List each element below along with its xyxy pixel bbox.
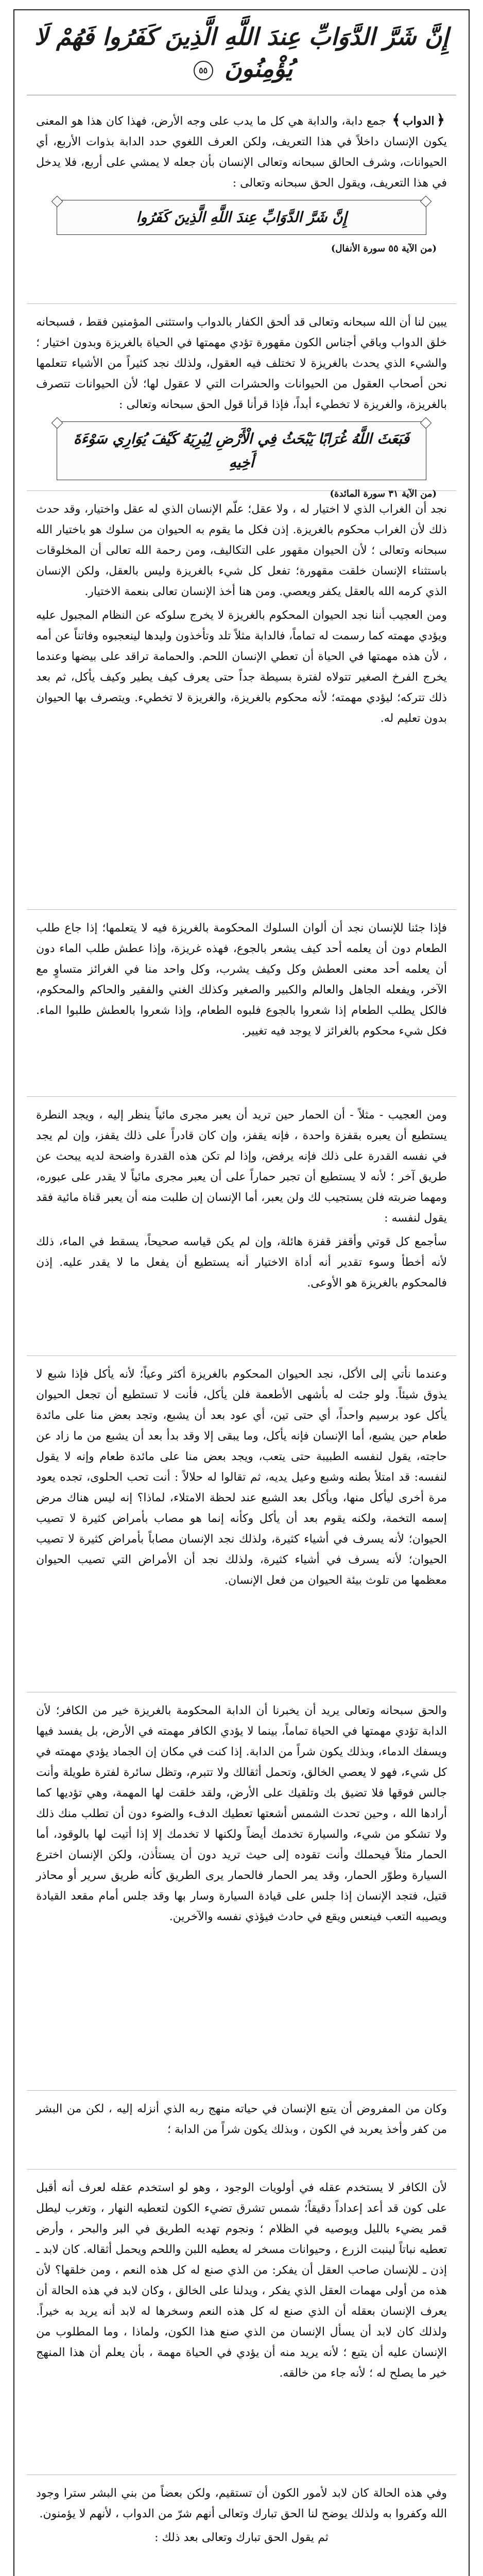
verse-reference: (من الآية ٣١ سورة المائدة) <box>330 488 437 499</box>
page-frame <box>13 9 470 2576</box>
section-kafir-mind <box>27 2170 456 2475</box>
quoted-verse-text: إِنَّ شَرَّ الدَّوَابِّ عِندَ اللَّهِ الَّذِينَ كَفَرُوا <box>136 209 347 226</box>
paragraph <box>36 110 447 194</box>
section-eating <box>27 1356 456 1692</box>
header-verse-banner <box>27 18 456 95</box>
paragraph: يبين لنا أن الله سبحانه وتعالى قد ألحق الكفار بالدواب واستثنى المؤمنين فقط ، فسبحانه خلق الدواب وباقي أجناس الكون مقهورة تؤدي مهمتها في الحياة بالغريزة وبدون اختيار ؛ والشيء الذي يحدث بالغريزة لا تختلف فيه العقول، ولذلك نجد كثيراً من الأشياء تتعلمها نحن أصحاب العقول من الحيوانات والحشرات التي لا عقول لها؛ لأن الحيوانات تتصرف بالغريزة، والغريزة لا تخطيء أبداً، فإذا قرأنا قول الحق سبحانه وتعالى : <box>36 316 447 411</box>
section-donkey <box>27 1097 456 1356</box>
verse-reference: (من الآية ٥٥ سورة الأنفال) <box>331 243 437 254</box>
paragraph: فإذا جئنا للإنسان نجد أن ألوان السلوك المحكومة بالغريزة فيه لا يتعلمها؛ إذا جاع طلب الطعام دون أن يعلمه أحد كيف يشعر بالجوع، فهذه غريزة، وإذا عطش طلب الماء دون أن يعلمه أحد معنى العطش وكل وكيف يشرب، وكل واحد منا في الغرائز متساوٍ مع الآخر، ويفعله الجاهل والعالم والكبير والصغير وكذلك الغني والفقير والحاكم والمحكوم، فالكل يطلب الطعام إذا شعروا بالجوع فلبوه الطعام، وإذا شعروا بالعطش طلبوا الماء. فكل شيء محكوم بالغرائز لا يوجد فيه تغيير. <box>36 922 447 1038</box>
intro-text: جمع دابة، والدابة هي كل ما يدب على وجه الأرض، فهذا كان هذا هو المعنى يكون الإنسان داخلاً في هذا التعريف، ولكن العرف اللغوي حدد الدابة بذوات الأربع، أي الحيوانات، وشرف الحالق سبحانه وتعالى الإنسان بأن جعله لا يمشي على أربع، فلا يدخل في هذا التعريف، ويقول الحق سبحانه وتعالى : <box>36 115 447 190</box>
quoted-verse-anfal <box>57 200 426 235</box>
paragraph: ومن العجيب أننا نجد الحيوان المحكوم بالغريزة لا يخرج سلوكه عن النظام المجبول عليه ويؤدي مهمته كما رسمت له تماماً، فالدابة مثلاً تلد وتأخذون وليدها لينعجبوه وفاتناً عن أمه ، لأن هذه مهمتها في الحياة أن تعطي الإنسان اللحم. والحمامة تراقد على بيضها وعندما يخرج الفرخ الصغير تتولاه لفترة بسيطة جداً حتى يعرف كيف يطير وكيف يأكل، ثم بعد ذلك تتركه؛ ليؤدي مهمته؛ لأنه محكوم بالغريزة، والغريزة لا تخطيء. ويتصرف بها الحيوان بدون تعليم له. <box>36 609 447 725</box>
paragraph: وعندما نأتي إلى الأكل، نجد الحيوان المحكوم بالغريزة أكثر وعياً؛ لأنه يأكل فإذا شبع لا يذوق شيئاً. ولو جئت له بأشهى الأطعمة فلن يأكل، فأنت لا تستطيع أن تجعل الحيوان يأكل عود برسيم واحداً، أي حتى تين، أي عود بعد أن يشبع، وتجد بعض منا على مائدة طعام حين يشبع، أما الإنسان فإنه يأكل، وما يبقى إلا وقد بدأ بعد أن يشبع من ما زاد عن حاجته، يقول لنفسه الطبيبة حتى يتعب، ويجد بعض منا على مائدة طعام وإنه لا يقول لنفسه: قد امتلأ بطنه وشبع وعيل يديه، ثم تقالوا له حلالاً : أنت تحب الحلوى، تجده يعود مرة أخرى ليأكل منها، ويأكل بعد الشبع عند لحظة الامتلاء، لماذا؟ إنه ليس هناك مرض إسمه التخمة، ولكنه يقوم بعد أن يأكل وكأنه إنما هو مصاب بأمراض كثيرة لا تصيب الحيوان؛ لأنه يسرف في أشياء كثيرة، ولذلك نجد الإنسان مصاباً بأمراض كثيرة لا تصيب الحيوان؛ لأنه يسرف في أشياء كثيرة، ولذلك نجد أن الأمراض التي تصيب الحيوان معظمها من تلوث بيئة الحيوان من فعل الإنسان. <box>36 1368 447 1587</box>
paragraph: نجد أن الغراب الذي لا اختيار له ، ولا عقل؛ علّم الإنسان الذي له عقل واختيار، وقد حدث ذلك لأن الغراب محكوم بالغريزة. إذن فكل ما يقوم به الحيوان من سلوك هو باختيار الله سبحانه وتعالى ؛ لأن الحيوان مقهور على التكاليف، ومن رحمة الله تعالى أن المخلوقات باستثناء الإنسان خلقت مقهورة؛ تفعل كل شيء بالغريزة وليس بالعقل، ولكن الإنسان الذي كرمه الله بالعقل يكفر ويعصي. ومن هنا أخذ الإنسان تعالى بنعمة الاختيار. <box>36 503 447 598</box>
section-crow <box>27 491 456 910</box>
header-verse-text: إِنَّ شَرَّ الدَّوَابِّ عِندَ اللَّهِ الَّذِينَ كَفَرُوا فَهُمْ لَا يُؤْمِنُونَ <box>34 23 449 82</box>
paragraph: وكان من المفروض أن يتبع الإنسان في حياته منهج ربه الذي أنزله إليه ، لكن من البشر من كفر وأخذ يعربد في الكون ، وبذلك يكون شراً من الدابة ؛ <box>36 2103 447 2136</box>
keyword-open-bracket: ﴿ <box>436 111 445 128</box>
section-manhaj <box>27 2091 456 2170</box>
keyword-dawab: الدواب <box>402 114 435 128</box>
ayah-number-mark: ٥٥ <box>194 61 213 80</box>
section-conclusion <box>27 2475 456 2576</box>
paragraph: ومن العجيب - مثلاً - أن الحمار حين تريد أن يعبر مجرى مائياً ينظر إليه ، ويجد النطرة يستطيع أن يعبره بقفزة واحدة ، فإنه يقفز، وإن كان قادراً على ذلك يقفز، وإن لم يجد في نفسه القدرة على ذلك فإنه يرفض، وإذا لم تكن هذه القدرة واضحة لديه يبحث عن طريق آخر ؛ لأنه لا يستطيع أن تجبر حماراً على أن يعبر مجرى مائياً لا يقدر على عبوره، ومهما ضربته فلن يستجيب لك ولن يعبر، أما الإنسان إن طلبت منه أن يعبر قناة مائية فقد يقول لنفسه : <box>36 1109 447 1225</box>
paragraph: ثم يقول الحق تبارك وتعالى بعد ذلك : <box>154 2531 329 2544</box>
keyword-close-bracket: ﴾ <box>392 111 401 128</box>
section-human-instinct <box>27 910 456 1097</box>
paragraph: وفي هذه الحالة كان لابد لأمور الكون أن تستقيم، ولكن بعضاً من بني البشر سترا وجود الله وكفروا به ولذلك يوضح لنا الحق تبارك وتعالى أنهم شرّ من الدواب ، لأنهم لا يؤمنون. <box>36 2487 447 2520</box>
section-intro <box>27 101 456 304</box>
paragraph: لأن الكافر لا يستخدم عقله في أولويات الوجود ، وهو لو استخدم عقله لعرف أنه أقبل على كون قد أعد إعداداً دقيقاً؛ شمس تشرق تضيء الكون لتعطيه النهار ، وتغرب ليطل قمر يضيء بالليل ويوصيه في الظلام ؛ ونجوم تهديه الطريق في البر والبحر ، وأرض تعطيه نباتاً لينبت الزرع ، وحيوانات مسخر له يعطيه اللبن واللحم ويحمل أثقاله. كان لابد ـ إذن ـ للإنسان صاحب العقل أن يفكر: من الذي صنع له كل هذه النعم ، ومن خلقها؟ لأن هذه من أولى مهمات العقل الذي يفكر ، ويدلنا على الخالق ، وكان لابد في هذه الحالة أن يعرف الإنسان بعقله أن الذي صنع له كل هذه النعم وسخرها له لابد أنه يريد به خيراً. ولذلك كان لابد أن يسأل الإنسان من الذي صنع هذا الكون، ولماذا ، وما المطلوب من الإنسان عليه أن يتبع ؛ لأنه يريد منه أن يؤدي في الحياة مهمة ، بأن يعلم أن هذا المنهج خير ما يصلح له ؛ لأنه جاء من خالقه. <box>36 2181 447 2380</box>
section-kafir-vs-dabba <box>27 1692 456 2091</box>
paragraph: والحق سبحانه وتعالى يريد أن يخبرنا أن الدابة المحكومة بالغريزة خير من الكافر؛ لأن الدابة تؤدي مهمتها في الحياة تماماً، بينما لا يؤدي الكافر مهمته في الأرض، بل يفسد فيها ويسفك الدماء، وبذلك يكون شراً من الدابة. إذا كنت في مكان إن الجماد يؤدي مهمته في كل شيء، فهو لا يعصي الخالق، وتحمل أثقالك ولا تتبرم، وتظل سائرة لفترة طويلة وأنت جالس فوقها فلا تضيق بك وتلقيك على الأرض، ولقد خلقت لها المهمة، وهي تؤديها كما أرادها الله ، وحين تحدث الشمس أشعتها تعطيك الدفء والضوء دون أن تطلب منك ذلك ولا تشكو من شيء، والسيارة تخدمك أيضاً ولكنها لا تخدمك إلا إذا أتيت لها بالوقود، أما الحمار مثلاً فيحملك وأنت تقوده إلى حيث تريد دون أن يستأذن، ولكن الإنسان اخترع السيارة وطوّر الحمار، وقد يمر الحمار فالحمار يرى الطريق كأنه طريق سرير أو محاذر قتيل، فتجد الإنسان إذا جلس على قيادة السيارة وسار بها وقد جلس أمام مقعد القيادة ويصيبه التعب فينعس ويقع في حادث فيؤذي نفسه والآخرين. <box>36 1704 447 1923</box>
paragraph: سأجمع كل قوتي وأقفز قفزة هائلة، وإن لم يكن قياسه صحيحاً، يسقط في الماء، ذلك لأنه أخطأ وسوء تقدير أنه أداة الاختيار أنه يستطيع أن يفعل ما لا يقدر عليه. إذن فالمحكوم بالغريزة هو الأوعى. <box>36 1235 447 1290</box>
quoted-verse-text: فَبَعَثَ اللَّهُ غُرَابًا يَبْحَثُ فِي الْأَرْضِ لِيُرِيَهُ كَيْفَ يُوَارِي سَوْءَةَ أَخِيهِ <box>73 430 410 471</box>
header-verse <box>27 21 456 84</box>
section-dawab-explanation <box>27 304 456 499</box>
quoted-verse-maidah <box>57 421 426 480</box>
